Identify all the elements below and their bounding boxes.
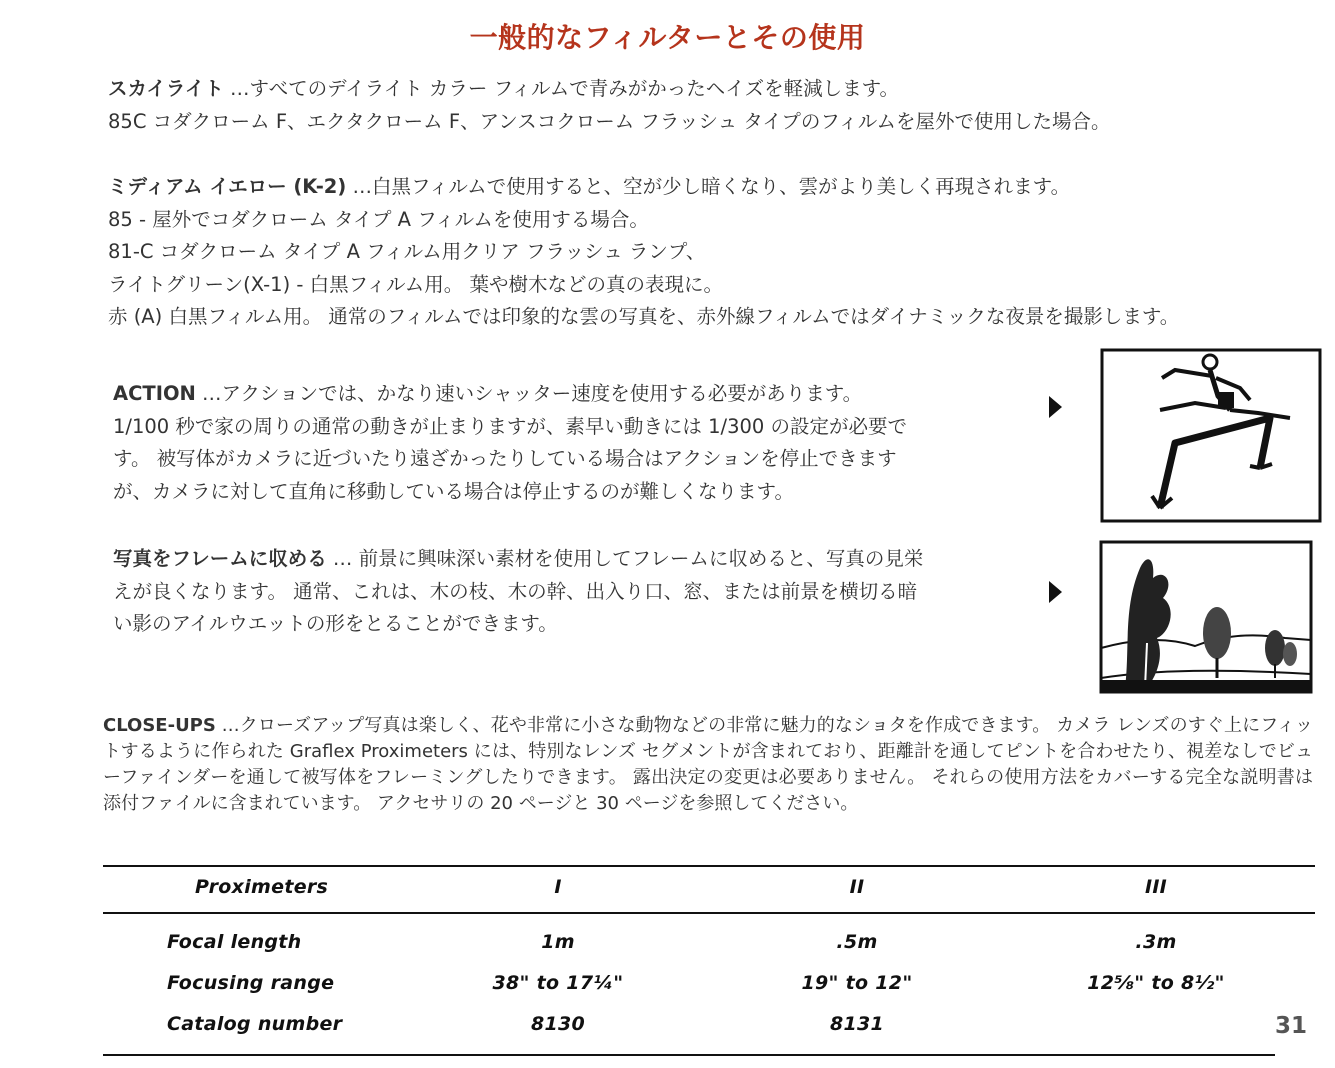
trees-landscape-illustration <box>1085 538 1322 708</box>
action-line2: 1/100 秒で家の周りの通常の動きが止まりますが、素早い動きには 1/300 の設定が必要で <box>113 414 907 438</box>
skylight-heading: スカイライト <box>108 77 224 100</box>
play-arrow-icon <box>1049 396 1062 418</box>
table-header-rule <box>103 912 1315 914</box>
closeups-body: …クローズアップ写真は楽しく、花や非常に小さな動物などの非常に魅力的なショタを作成できます。 カメラ レンズのすぐ上にフィットするように作られた Graflex Proximeters には、特別なレンズ セグメントが含まれており、距離計を通してピントを合わせたり、視差なしでビューファインダーを通して被写体をフレーミングしたりできます。 露出決定の変更は必要ありません。 それらの使用方法をカバーする完全な説明書は添付ファイルに含まれています。 アクセサリの 20 ページと 30 ページを参照してください。 <box>103 715 1313 814</box>
closeups-section <box>103 713 1313 817</box>
table-cell: 8130 <box>530 1013 586 1035</box>
action-line4: が、カメラに対して直角に移動している場合は停止するのが難しくなります。 <box>113 479 794 503</box>
action-line1: …アクションでは、かなり速いシャッター速度を使用する必要があります。 <box>195 382 863 405</box>
closeups-heading: CLOSE-UPS <box>103 715 216 736</box>
table-header-proximeters: Proximeters <box>195 876 329 898</box>
table-row-label: Focusing range <box>167 972 335 994</box>
table-row-label: Focal length <box>167 931 302 953</box>
action-heading: ACTION <box>113 382 196 405</box>
table-top-rule <box>103 865 1315 867</box>
framing-section <box>113 543 923 641</box>
medium-yellow-line5: 赤 (A) 白黒フィルム用。 通常のフィルムでは印象的な雲の写真を、赤外線フィルムではダイナミックな夜景を撮影します。 <box>108 305 1180 328</box>
table-cell: .5m <box>836 931 878 953</box>
framing-line3: い影のアイルウエットの形をとることができます。 <box>113 612 558 635</box>
play-arrow-icon <box>1049 581 1062 603</box>
medium-yellow-line3: 81-C コダクローム タイプ A フィルム用クリア フラッシュ ランプ、 <box>108 240 706 263</box>
table-cell: 19" to 12" <box>801 972 913 994</box>
page-title: 一般的なフィルターとその使用 <box>469 21 866 54</box>
framing-heading: 写真をフレームに収める <box>113 547 327 570</box>
medium-yellow-heading: ミディアム イエロー (K-2) <box>108 175 347 198</box>
table-cell: 1m <box>541 931 575 953</box>
page-number: 31 <box>1275 1013 1308 1039</box>
action-line3: す。 被写体がカメラに近づいたり遠ざかったりしている場合はアクションを停止できます <box>113 447 897 470</box>
medium-yellow-line1: …白黒フィルムで使用すると、空が少し暗くなり、雲がより美しく再現されます。 <box>346 175 1071 198</box>
medium-yellow-line4: ライトグリーン(X-1) - 白黒フィルム用。 葉や樹木などの真の表現に。 <box>108 272 723 296</box>
action-section <box>113 378 907 508</box>
table-cell: 38" to 17¼" <box>492 972 624 994</box>
table-header-3: III <box>1144 876 1168 898</box>
table-bottom-rule <box>103 1054 1275 1056</box>
hurdler-illustration <box>1100 348 1322 523</box>
medium-yellow-section <box>108 171 1179 334</box>
table-cell: 12⅝" to 8½" <box>1087 972 1225 994</box>
skylight-line1: …すべてのデイライト カラー フィルムで青みがかったヘイズを軽減します。 <box>223 77 900 100</box>
table-header-2: II <box>849 876 865 898</box>
skylight-line2: 85C コダクローム F、エクタクローム F、アンスコクローム フラッシュ タイプのフィルムを屋外で使用した場合。 <box>108 109 1111 133</box>
framing-line2: えが良くなります。 通常、これは、木の枝、木の幹、出入り口、窓、または前景を横切る暗 <box>113 579 918 603</box>
table-header-1: I <box>554 876 562 898</box>
table-cell: .3m <box>1135 931 1177 953</box>
skylight-section <box>108 73 1111 138</box>
framing-line1: … 前景に興味深い素材を使用してフレームに収めると、写真の見栄 <box>326 547 924 570</box>
medium-yellow-line2: 85 - 屋外でコダクローム タイプ A フィルムを使用する場合。 <box>108 207 649 231</box>
table-row-label: Catalog number <box>167 1013 343 1035</box>
table-cell: 8131 <box>829 1013 885 1035</box>
